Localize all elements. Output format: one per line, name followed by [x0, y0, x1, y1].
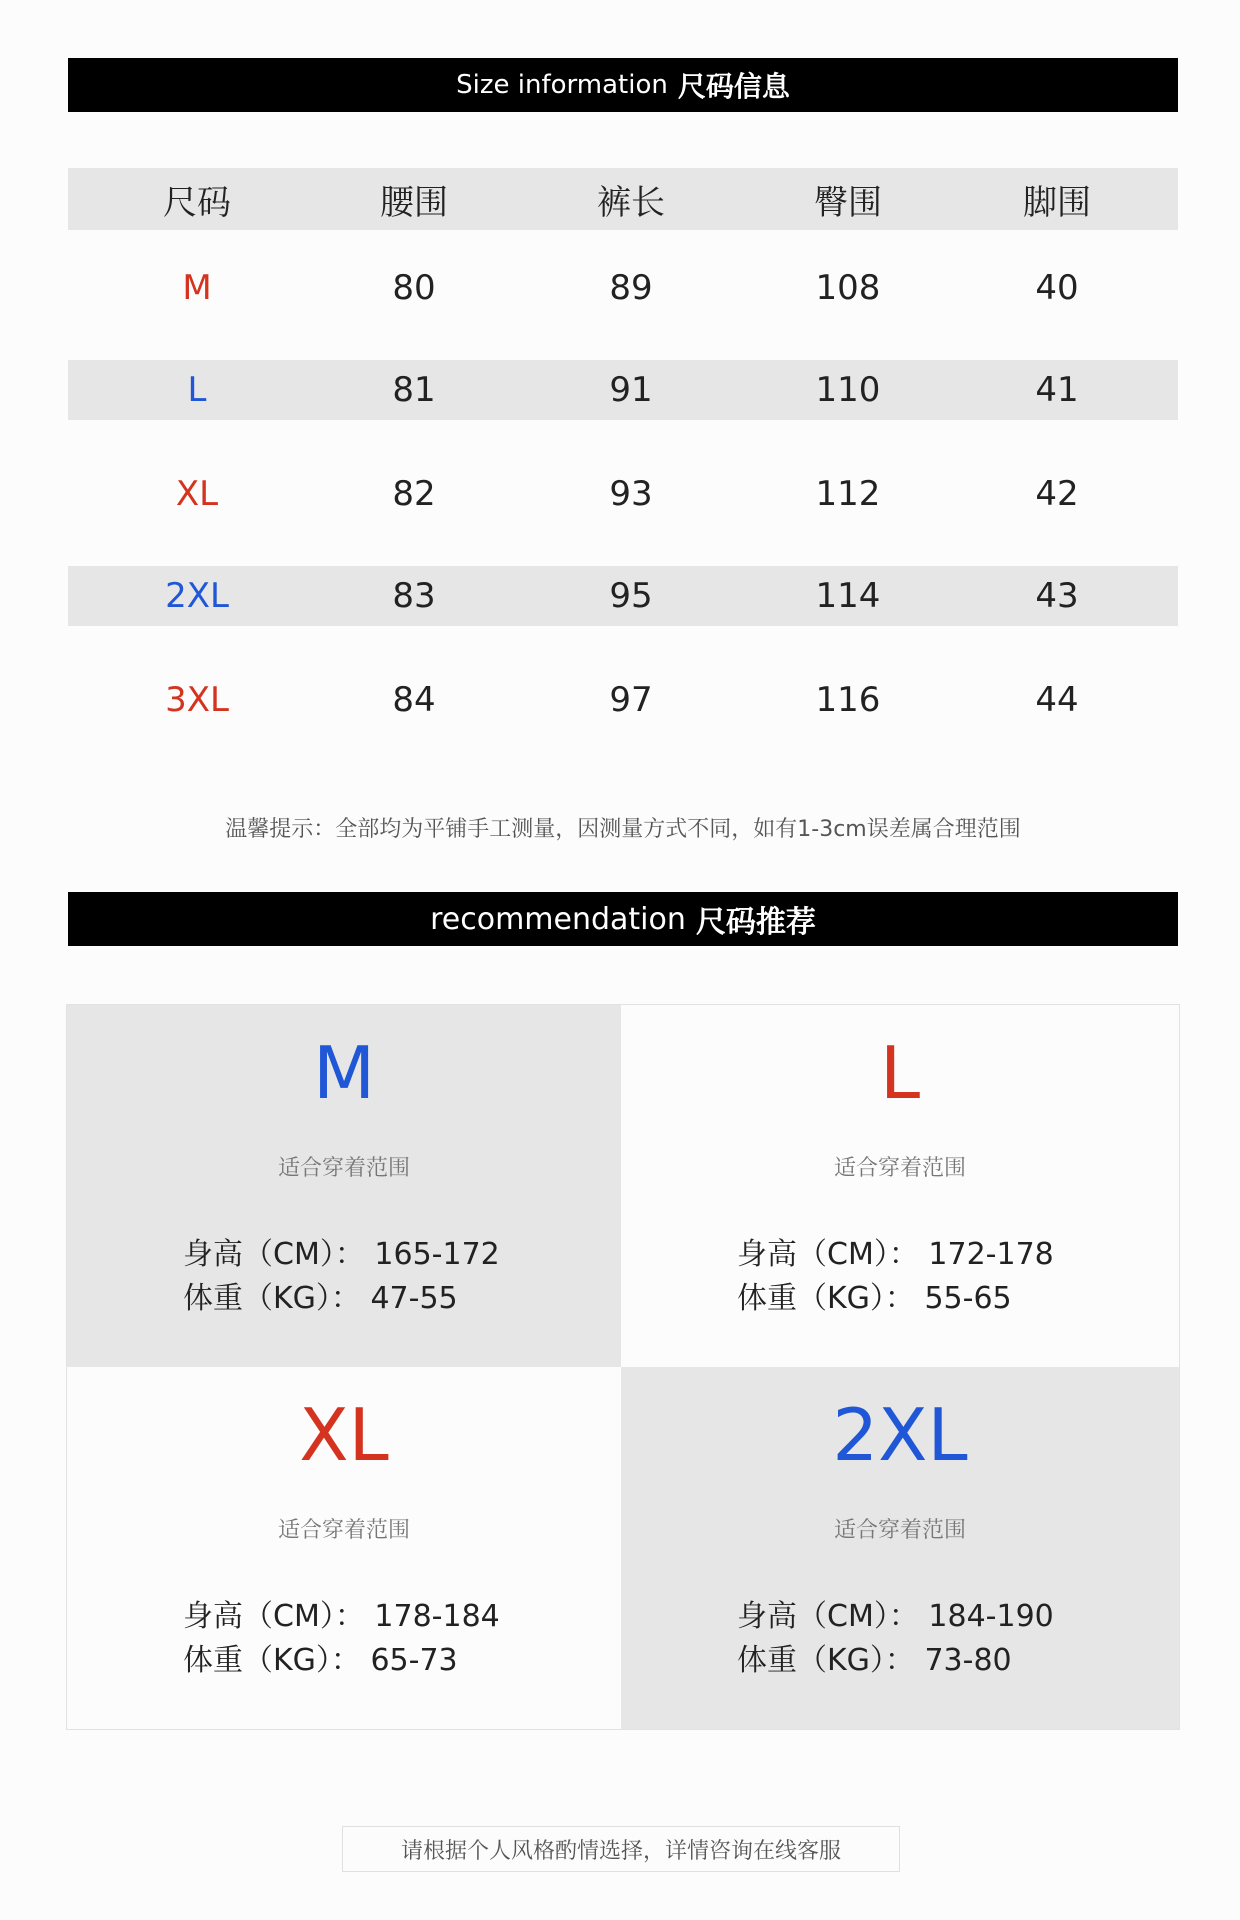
table-row: [68, 360, 1178, 420]
rec-weight-line: [737, 1639, 1054, 1683]
measurement-note: 温馨提示：全部均为平铺手工测量，因测量方式不同，如有1-3cm误差属合理范围: [225, 817, 1021, 842]
row-hip: 114: [815, 576, 881, 616]
rec-weight-value: 65-73: [370, 1643, 458, 1678]
table-row: [68, 258, 1178, 318]
rec-height-value: 184-190: [928, 1599, 1054, 1634]
row-ankle: 41: [1035, 370, 1079, 410]
row-size: M: [182, 268, 212, 308]
rec-height-value: 178-184: [374, 1599, 500, 1634]
rec-subtitle: 适合穿着范围: [833, 1518, 966, 1543]
rec-height-value: 165-172: [374, 1237, 500, 1272]
row-length: 95: [609, 576, 653, 616]
row-hip: 116: [815, 680, 881, 720]
rec-size-label: M: [312, 1031, 376, 1115]
rec-weight-line: [183, 1639, 500, 1683]
row-waist: 81: [392, 370, 436, 410]
rec-height-label: 身高（CM）：: [183, 1599, 365, 1634]
rec-details: [183, 1233, 500, 1321]
recommendation-banner-en: recommendation: [430, 901, 686, 937]
table-row: [68, 670, 1178, 730]
table-row: [68, 566, 1178, 626]
rec-weight-label: 体重（KG）：: [737, 1643, 915, 1678]
row-size: L: [187, 370, 207, 410]
row-length: 97: [609, 680, 653, 720]
rec-details: [737, 1595, 1054, 1683]
size-info-banner: [68, 58, 1178, 112]
row-hip: 110: [815, 370, 881, 410]
size-info-banner-en: Size information: [456, 70, 668, 100]
row-length: 93: [609, 474, 653, 514]
rec-height-line: [183, 1233, 500, 1277]
rec-card-m: [67, 1005, 621, 1367]
row-ankle: 40: [1035, 268, 1079, 308]
rec-subtitle: 适合穿着范围: [277, 1156, 410, 1181]
rec-weight-line: [737, 1277, 1054, 1321]
rec-details: [737, 1233, 1054, 1321]
row-ankle: 43: [1035, 576, 1079, 616]
header-waist: 腰围: [380, 182, 448, 223]
row-waist: 82: [392, 474, 436, 514]
rec-card-xl: [67, 1367, 621, 1729]
row-size: 3XL: [165, 680, 229, 720]
table-row: [68, 464, 1178, 524]
rec-weight-value: 47-55: [370, 1281, 458, 1316]
rec-height-line: [737, 1595, 1054, 1639]
row-ankle: 44: [1035, 680, 1079, 720]
rec-size-label: 2XL: [832, 1393, 968, 1477]
rec-height-label: 身高（CM）：: [737, 1237, 919, 1272]
header-hip: 臀围: [814, 182, 882, 223]
row-hip: 108: [815, 268, 881, 308]
rec-height-label: 身高（CM）：: [183, 1237, 365, 1272]
header-size: 尺码: [163, 182, 231, 223]
rec-details: [183, 1595, 500, 1683]
rec-weight-value: 55-65: [924, 1281, 1012, 1316]
recommendation-banner: [68, 892, 1178, 946]
rec-height-line: [737, 1233, 1054, 1277]
recommendation-grid: [66, 1004, 1180, 1730]
rec-size-label: XL: [299, 1393, 389, 1477]
row-length: 91: [609, 370, 653, 410]
table-header-row: [68, 168, 1178, 230]
row-length: 89: [609, 268, 653, 308]
row-size: XL: [175, 474, 219, 514]
rec-weight-label: 体重（KG）：: [183, 1281, 361, 1316]
rec-weight-value: 73-80: [924, 1643, 1012, 1678]
size-info-banner-cn: 尺码信息: [677, 70, 790, 103]
recommendation-banner-cn: 尺码推荐: [695, 905, 816, 940]
rec-weight-label: 体重（KG）：: [737, 1281, 915, 1316]
row-waist: 84: [392, 680, 436, 720]
rec-card-2xl: [621, 1367, 1179, 1729]
footer-note: [342, 1826, 900, 1872]
rec-height-label: 身高（CM）：: [737, 1599, 919, 1634]
row-waist: 83: [392, 576, 436, 616]
rec-card-l: [621, 1005, 1179, 1367]
rec-height-value: 172-178: [928, 1237, 1054, 1272]
rec-subtitle: 适合穿着范围: [277, 1518, 410, 1543]
rec-weight-line: [183, 1277, 500, 1321]
row-waist: 80: [392, 268, 436, 308]
row-size: 2XL: [165, 576, 229, 616]
rec-weight-label: 体重（KG）：: [183, 1643, 361, 1678]
header-ankle: 脚围: [1023, 182, 1091, 223]
rec-size-label: L: [879, 1031, 921, 1115]
row-hip: 112: [815, 474, 881, 514]
rec-subtitle: 适合穿着范围: [833, 1156, 966, 1181]
row-ankle: 42: [1035, 474, 1079, 514]
rec-height-line: [183, 1595, 500, 1639]
footer-note-text: 请根据个人风格酌情选择，详情咨询在线客服: [400, 1838, 841, 1864]
size-table: [68, 168, 1178, 730]
header-length: 裤长: [597, 182, 665, 223]
